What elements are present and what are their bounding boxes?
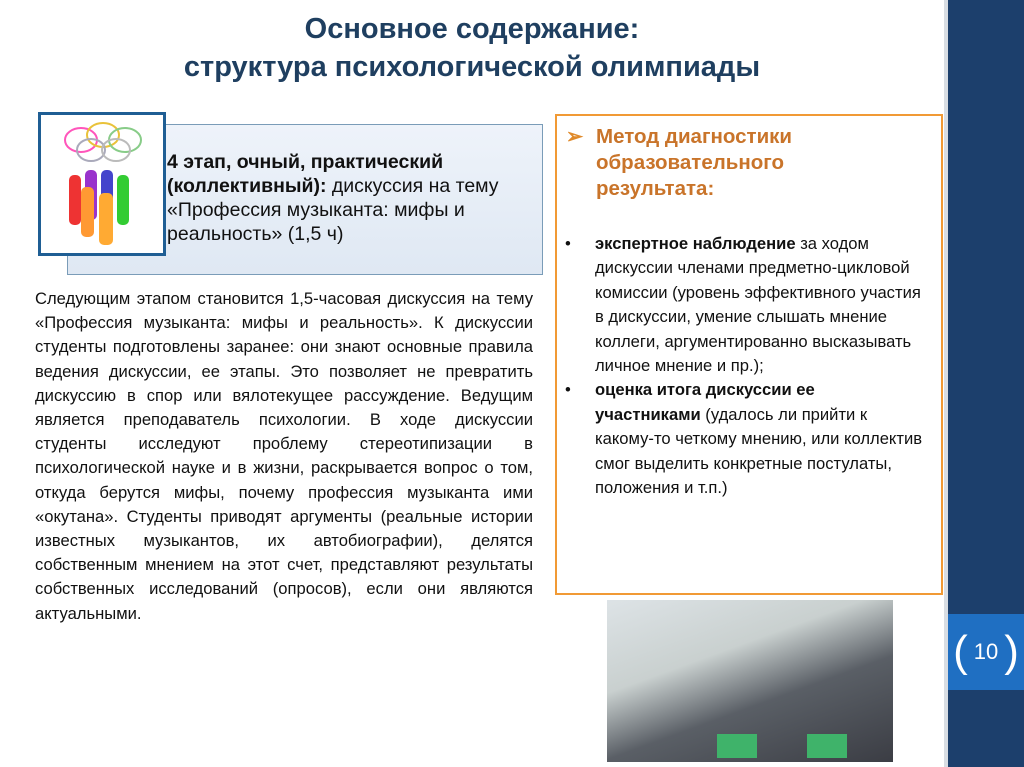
discussion-photo [607,600,893,762]
page-number: 10 [973,639,999,664]
bullet-icon: • [565,234,571,253]
chair [717,734,757,758]
stage-title: 4 этап, очный, практический (коллективный): [167,151,444,197]
bracket-left: ( [953,627,968,676]
slide-title [0,10,944,86]
bracket-right: ) [1004,627,1019,676]
item-bold: экспертное наблюдение [595,234,796,253]
title-line-1: Основное содержание: [304,13,640,45]
stage-topic: дискуссия на тему «Профессия музыканта: мифы и реальность» (1,5 ч) [167,175,499,245]
method-heading-text: Метод диагностики образовательного результата: [596,125,793,200]
discussion-people-image [38,112,166,256]
body-paragraph: Следующим этапом становится 1,5-часовая дискуссия на тему «Профессия музыканта: мифы и реальность». К дискуссии студенты подготовлены заранее: они знают основные правила ведения дискуссии, ее этапы. Это позволяет не превратить дискуссию в спор или вялотекущее рассуждение. Ведущим является преподаватель психологии. В ходе дискуссии студенты исследуют проблему стереотипизации в психологической науке и в жизни, раскрывается вопрос о том, откуда берутся мифы, почему профессия музыканта ими «окутана». Студенты приводят аргументы (реальные истории известных музыкантов, их автобиографии), делятся собственным мнением на этот счет, представляют результаты собственных исследований (опросов), если они являются актуальными. [35,289,533,623]
title-line-2: структура психологической олимпиады [183,51,761,83]
method-heading [568,124,898,202]
stage-description [167,150,527,246]
list-item [565,232,925,378]
item-text: (удалось ли прийти к какому-то четкому мнению, или коллектив смог выделить конкретные постулаты, положения и т.п.) [595,404,923,498]
item-text: за ходом дискуссии членами предметно-цикловой комиссии (уровень эффективного участия в дискуссии, умение слышать мнение коллеги, аргументированно высказывать личное мнение и пр.); [595,234,921,376]
bullet-icon: • [565,380,571,400]
method-list [565,232,925,500]
list-item [565,378,925,500]
chair [807,734,847,758]
item-bold: оценка итога дискуссии ее участниками [595,380,815,424]
page-number-badge [948,614,1024,690]
arrow-bullet-icon: ➢ [566,125,584,148]
